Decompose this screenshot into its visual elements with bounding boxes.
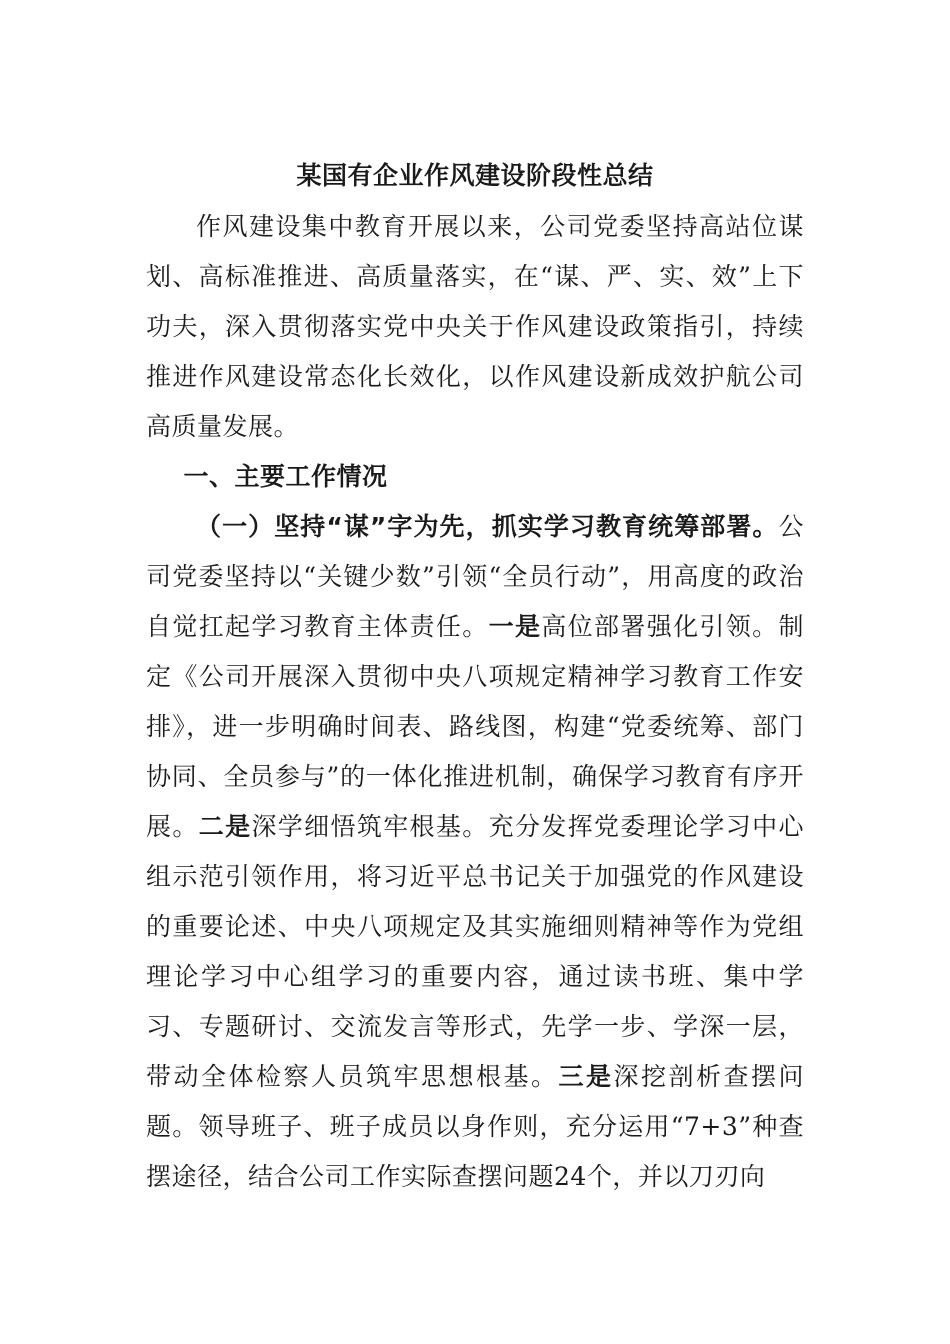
document-title: 某国有企业作风建设阶段性总结 — [296, 161, 654, 190]
document-body — [146, 150, 804, 1202]
section-heading: 一、主要工作情况 — [183, 462, 388, 491]
paragraph-text: 深学细悟筑牢根基。充分发挥党委理论学习中心组示范引领作用，将习近平总书记关于加强党的作风建设的重要论述、中央八项规定及其实施细则精神等作为党组理论学习中心组学习的重要内容，通过读书班、集中学习、专题研讨、交流发言等形式，先学一步、学深一层，带动全体检察人员筑牢思想根基。 — [146, 812, 804, 1091]
paragraph-text: 公司党委坚持以“关键少数”引领“全员行动”，用高度的政治自觉扛起学习教育主体责任。 — [146, 512, 804, 641]
list-marker: 三是 — [558, 1062, 614, 1091]
list-marker: 一是 — [488, 612, 542, 641]
subsection-paragraph — [146, 502, 804, 1202]
subsection-title: （一）坚持“谋”字为先，抓实学习教育统筹部署。 — [196, 512, 779, 541]
paragraph-text: 深挖剖析查摆问题。领导班子、班子成员以身作则，充分运用“7+3”种查摆途径，结合公司工作实际查摆问题24个，并以刀刃向 — [146, 1062, 804, 1191]
intro-paragraph: 作风建设集中教育开展以来，公司党委坚持高站位谋划、高标准推进、高质量落实，在“谋、严、实、效”上下功夫，深入贯彻落实党中央关于作风建设政策指引，持续推进作风建设常态化长效化，以作风建设新成效护航公司高质量发展。 — [146, 212, 804, 441]
paragraph-text: 高位部署强化引领。制定《公司开展深入贯彻中央八项规定精神学习教育工作安排》，进一步明确时间表、路线图，构建“党委统筹、部门协同、全员参与”的一体化推进机制，确保学习教育有序开展。 — [146, 612, 804, 841]
list-marker: 二是 — [198, 812, 252, 841]
